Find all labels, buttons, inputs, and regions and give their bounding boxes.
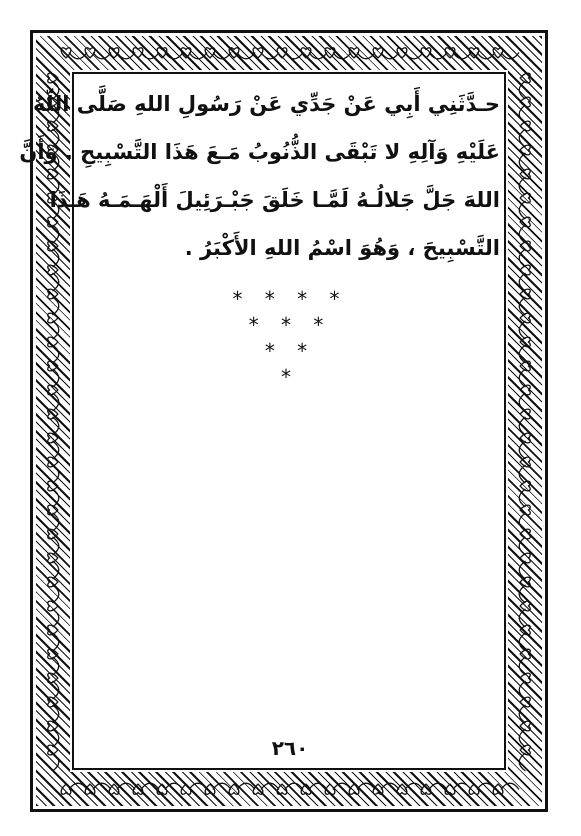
arch-motif bbox=[53, 729, 59, 747]
arch-motif bbox=[381, 783, 399, 789]
text-line-2: عَلَيْهِ وَآلِهِ لا تَبْقَى الذُّنُوبُ مَـعَ هَذَا التَّسْبِيحِ . وَأَنَّ bbox=[19, 140, 500, 164]
arch-motif bbox=[53, 249, 59, 267]
arch-motif bbox=[519, 681, 525, 699]
arch-motif bbox=[477, 53, 495, 59]
hadith-text bbox=[19, 80, 500, 272]
arch-motif bbox=[261, 783, 279, 789]
arch-motif bbox=[53, 393, 59, 411]
arch-motif bbox=[53, 609, 59, 627]
arch-motif bbox=[519, 225, 525, 243]
arch-motif bbox=[285, 783, 303, 789]
arch-motif bbox=[519, 729, 525, 747]
arch-motif bbox=[519, 273, 525, 291]
arch-motif bbox=[453, 53, 471, 59]
arch-motif bbox=[519, 489, 525, 507]
star-row-4: * bbox=[281, 365, 299, 389]
arch-motif bbox=[519, 369, 525, 387]
arch-motif bbox=[53, 465, 59, 483]
arch-motif bbox=[519, 321, 525, 339]
text-line-3: اللهَ جَلَّ جَلالُـهُ لَمَّـا خَلَقَ جَبْـرَئِيلَ أَلْهَـمَـهُ هَـذَا bbox=[49, 188, 500, 212]
arch-motif bbox=[519, 201, 525, 219]
arch-motif bbox=[261, 53, 279, 59]
arch-motif bbox=[309, 53, 327, 59]
arch-motif bbox=[53, 297, 59, 315]
arch-motif bbox=[519, 417, 525, 435]
arch-motif bbox=[519, 153, 525, 171]
arch-motif bbox=[429, 783, 447, 789]
arch-motif bbox=[53, 345, 59, 363]
arch-motif bbox=[519, 297, 525, 315]
arch-motif bbox=[309, 783, 327, 789]
star-ornament bbox=[200, 286, 380, 390]
arch-motif bbox=[93, 53, 111, 59]
arch-motif bbox=[53, 489, 59, 507]
arch-motif bbox=[519, 129, 525, 147]
arch-motif bbox=[53, 753, 59, 771]
arch-motif bbox=[53, 681, 59, 699]
arch-motif bbox=[53, 585, 59, 603]
arch-motif bbox=[357, 53, 375, 59]
arch-motif bbox=[53, 657, 59, 675]
arch-motif bbox=[519, 81, 525, 99]
arch-motif bbox=[93, 783, 111, 789]
text-line-4: التَّسْبِيحَ ، وَهُوَ اسْمُ اللهِ الأَكْبَرُ . bbox=[184, 236, 500, 260]
arch-motif bbox=[519, 657, 525, 675]
arch-motif bbox=[519, 609, 525, 627]
arch-motif bbox=[333, 53, 351, 59]
arch-motif bbox=[519, 633, 525, 651]
arch-motif bbox=[501, 53, 519, 59]
arch-motif bbox=[519, 561, 525, 579]
arch-motif bbox=[285, 53, 303, 59]
arch-motif bbox=[519, 105, 525, 123]
arch-motif bbox=[117, 53, 135, 59]
arch-motif bbox=[429, 53, 447, 59]
arch-motif bbox=[213, 53, 231, 59]
arch-motif bbox=[165, 53, 183, 59]
arch-motif bbox=[53, 537, 59, 555]
arch-motif bbox=[519, 441, 525, 459]
arch-motif bbox=[53, 369, 59, 387]
arch-motif bbox=[519, 753, 525, 771]
arch-motif bbox=[405, 53, 423, 59]
arch-motif bbox=[165, 783, 183, 789]
arch-motif bbox=[333, 783, 351, 789]
arch-motif bbox=[477, 783, 495, 789]
arch-motif bbox=[519, 705, 525, 723]
arch-motif bbox=[53, 513, 59, 531]
arch-motif bbox=[53, 561, 59, 579]
arch-motif bbox=[189, 783, 207, 789]
arch-motif bbox=[141, 783, 159, 789]
arch-motif bbox=[237, 783, 255, 789]
arch-motif bbox=[53, 321, 59, 339]
arch-motif bbox=[53, 633, 59, 651]
arch-motif bbox=[53, 705, 59, 723]
arch-motif bbox=[381, 53, 399, 59]
star-row-1: * * * * bbox=[232, 287, 348, 311]
text-line-1: حـدَّثَنِي أَبِي عَنْ جَدِّي عَنْ رَسُولِ اللهِ صَلَّى اللّهُ bbox=[33, 92, 500, 116]
arch-motif bbox=[519, 537, 525, 555]
arch-motif bbox=[213, 783, 231, 789]
arch-motif bbox=[141, 53, 159, 59]
arch-motif bbox=[405, 783, 423, 789]
arch-motif bbox=[519, 585, 525, 603]
arch-motif bbox=[519, 393, 525, 411]
star-row-2: * * * bbox=[248, 313, 332, 337]
star-row-3: * * bbox=[264, 339, 316, 363]
page-number: ٢٦٠ bbox=[271, 736, 309, 760]
arch-motif bbox=[53, 273, 59, 291]
arch-motif bbox=[501, 783, 519, 789]
arch-motif bbox=[189, 53, 207, 59]
arch-motif bbox=[519, 249, 525, 267]
arch-motif bbox=[519, 513, 525, 531]
arch-motif bbox=[519, 465, 525, 483]
arch-motif bbox=[453, 783, 471, 789]
arch-motif bbox=[519, 345, 525, 363]
arch-motif bbox=[237, 53, 255, 59]
arch-motif bbox=[117, 783, 135, 789]
arch-motif bbox=[53, 417, 59, 435]
arch-motif bbox=[69, 53, 87, 59]
arch-motif bbox=[519, 177, 525, 195]
arch-motif bbox=[53, 441, 59, 459]
arch-motif bbox=[53, 225, 59, 243]
arch-motif bbox=[357, 783, 375, 789]
arch-motif bbox=[69, 783, 87, 789]
